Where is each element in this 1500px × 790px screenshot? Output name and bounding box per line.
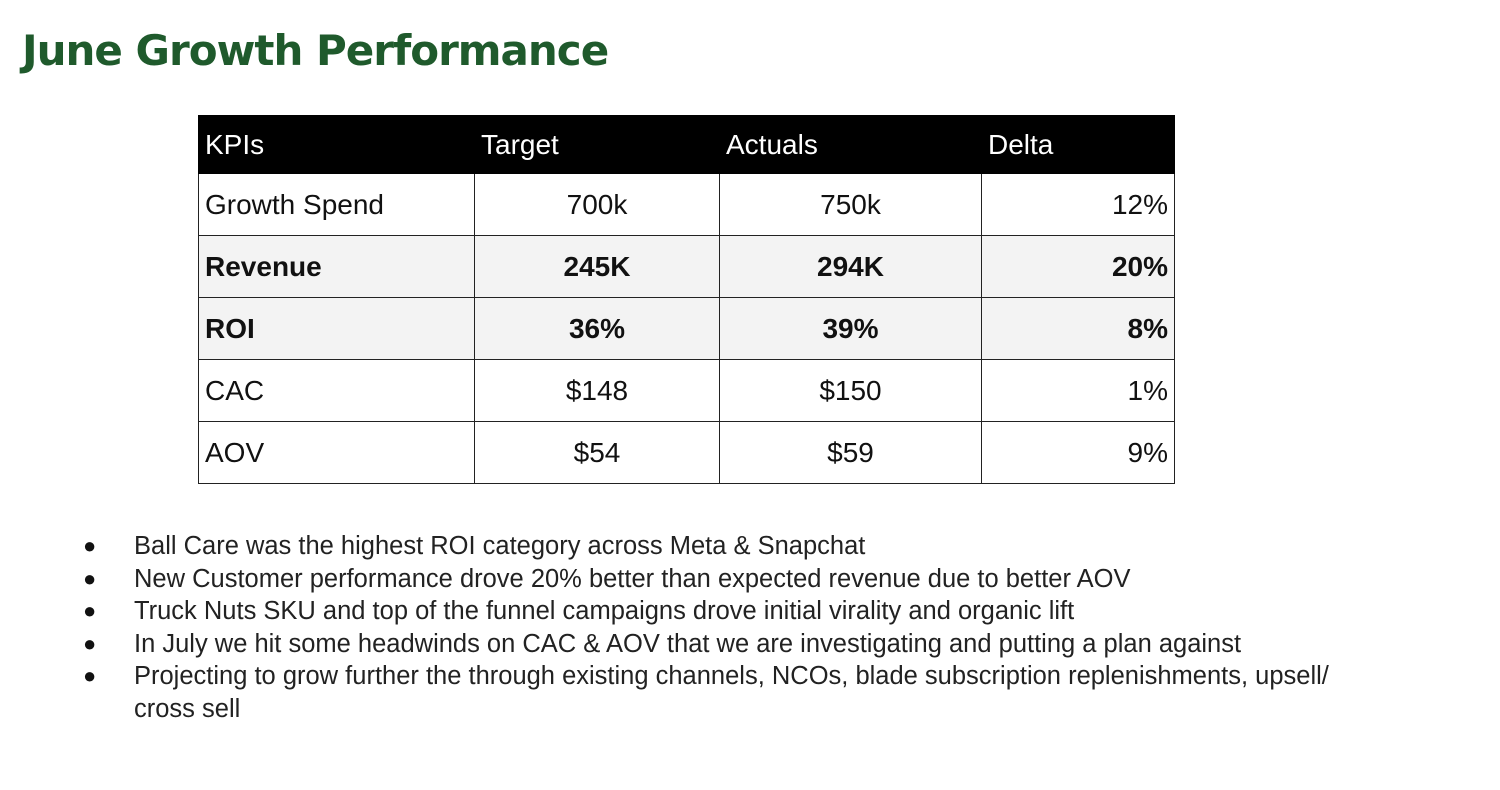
target-cell: 245K — [475, 236, 720, 298]
kpi-name-cell: AOV — [199, 422, 475, 484]
actual-cell: 750k — [720, 174, 982, 236]
note-text: Truck Nuts SKU and top of the funnel campaigns drove initial virality and organic lift — [134, 597, 1075, 625]
slide-title: June Growth Performance — [22, 26, 609, 75]
delta-cell: 9% — [982, 422, 1175, 484]
bullet-icon: ● — [83, 598, 97, 623]
notes-list — [80, 530, 1380, 725]
table-row — [199, 174, 1175, 236]
actual-cell: 39% — [720, 298, 982, 360]
kpi-table — [198, 115, 1175, 484]
delta-cell: 20% — [982, 236, 1175, 298]
list-item — [80, 628, 1380, 661]
bullet-icon: ● — [83, 663, 97, 688]
bullet-icon: ● — [83, 533, 97, 558]
table-row — [199, 236, 1175, 298]
kpi-name-cell: Revenue — [199, 236, 475, 298]
target-cell: $148 — [475, 360, 720, 422]
list-item — [80, 595, 1380, 628]
table-row — [199, 360, 1175, 422]
actual-cell: 294K — [720, 236, 982, 298]
note-text: In July we hit some headwinds on CAC & AOV that we are investigating and putting a plan against — [134, 629, 1242, 658]
target-cell: 700k — [475, 174, 720, 236]
list-item — [80, 563, 1380, 596]
note-text: Projecting to grow further the through existing channels, NCOs, blade subscription replenishments, upsell/ cross sell — [134, 662, 1329, 723]
delta-cell: 8% — [982, 298, 1175, 360]
kpi-name-cell: ROI — [199, 298, 475, 360]
target-cell: 36% — [475, 298, 720, 360]
actual-cell: $150 — [720, 360, 982, 422]
target-cell: $54 — [475, 422, 720, 484]
kpi-table-header-row — [199, 116, 1175, 174]
header-actuals: Actuals — [720, 116, 982, 174]
note-text: Ball Care was the highest ROI category across Meta & Snapchat — [134, 532, 866, 560]
list-item — [80, 530, 1380, 563]
delta-cell: 12% — [982, 174, 1175, 236]
table-row — [199, 298, 1175, 360]
kpi-name-cell: Growth Spend — [199, 174, 475, 236]
header-delta: Delta — [982, 116, 1175, 174]
delta-cell: 1% — [982, 360, 1175, 422]
list-item — [80, 660, 1380, 725]
header-kpis: KPIs — [199, 116, 475, 174]
table-row — [199, 422, 1175, 484]
header-target: Target — [475, 116, 720, 174]
bullet-icon: ● — [83, 565, 97, 591]
note-text: New Customer performance drove 20% better than expected revenue due to better AOV — [134, 564, 1131, 593]
kpi-name-cell: CAC — [199, 360, 475, 422]
bullet-icon: ● — [83, 630, 97, 656]
actual-cell: $59 — [720, 422, 982, 484]
